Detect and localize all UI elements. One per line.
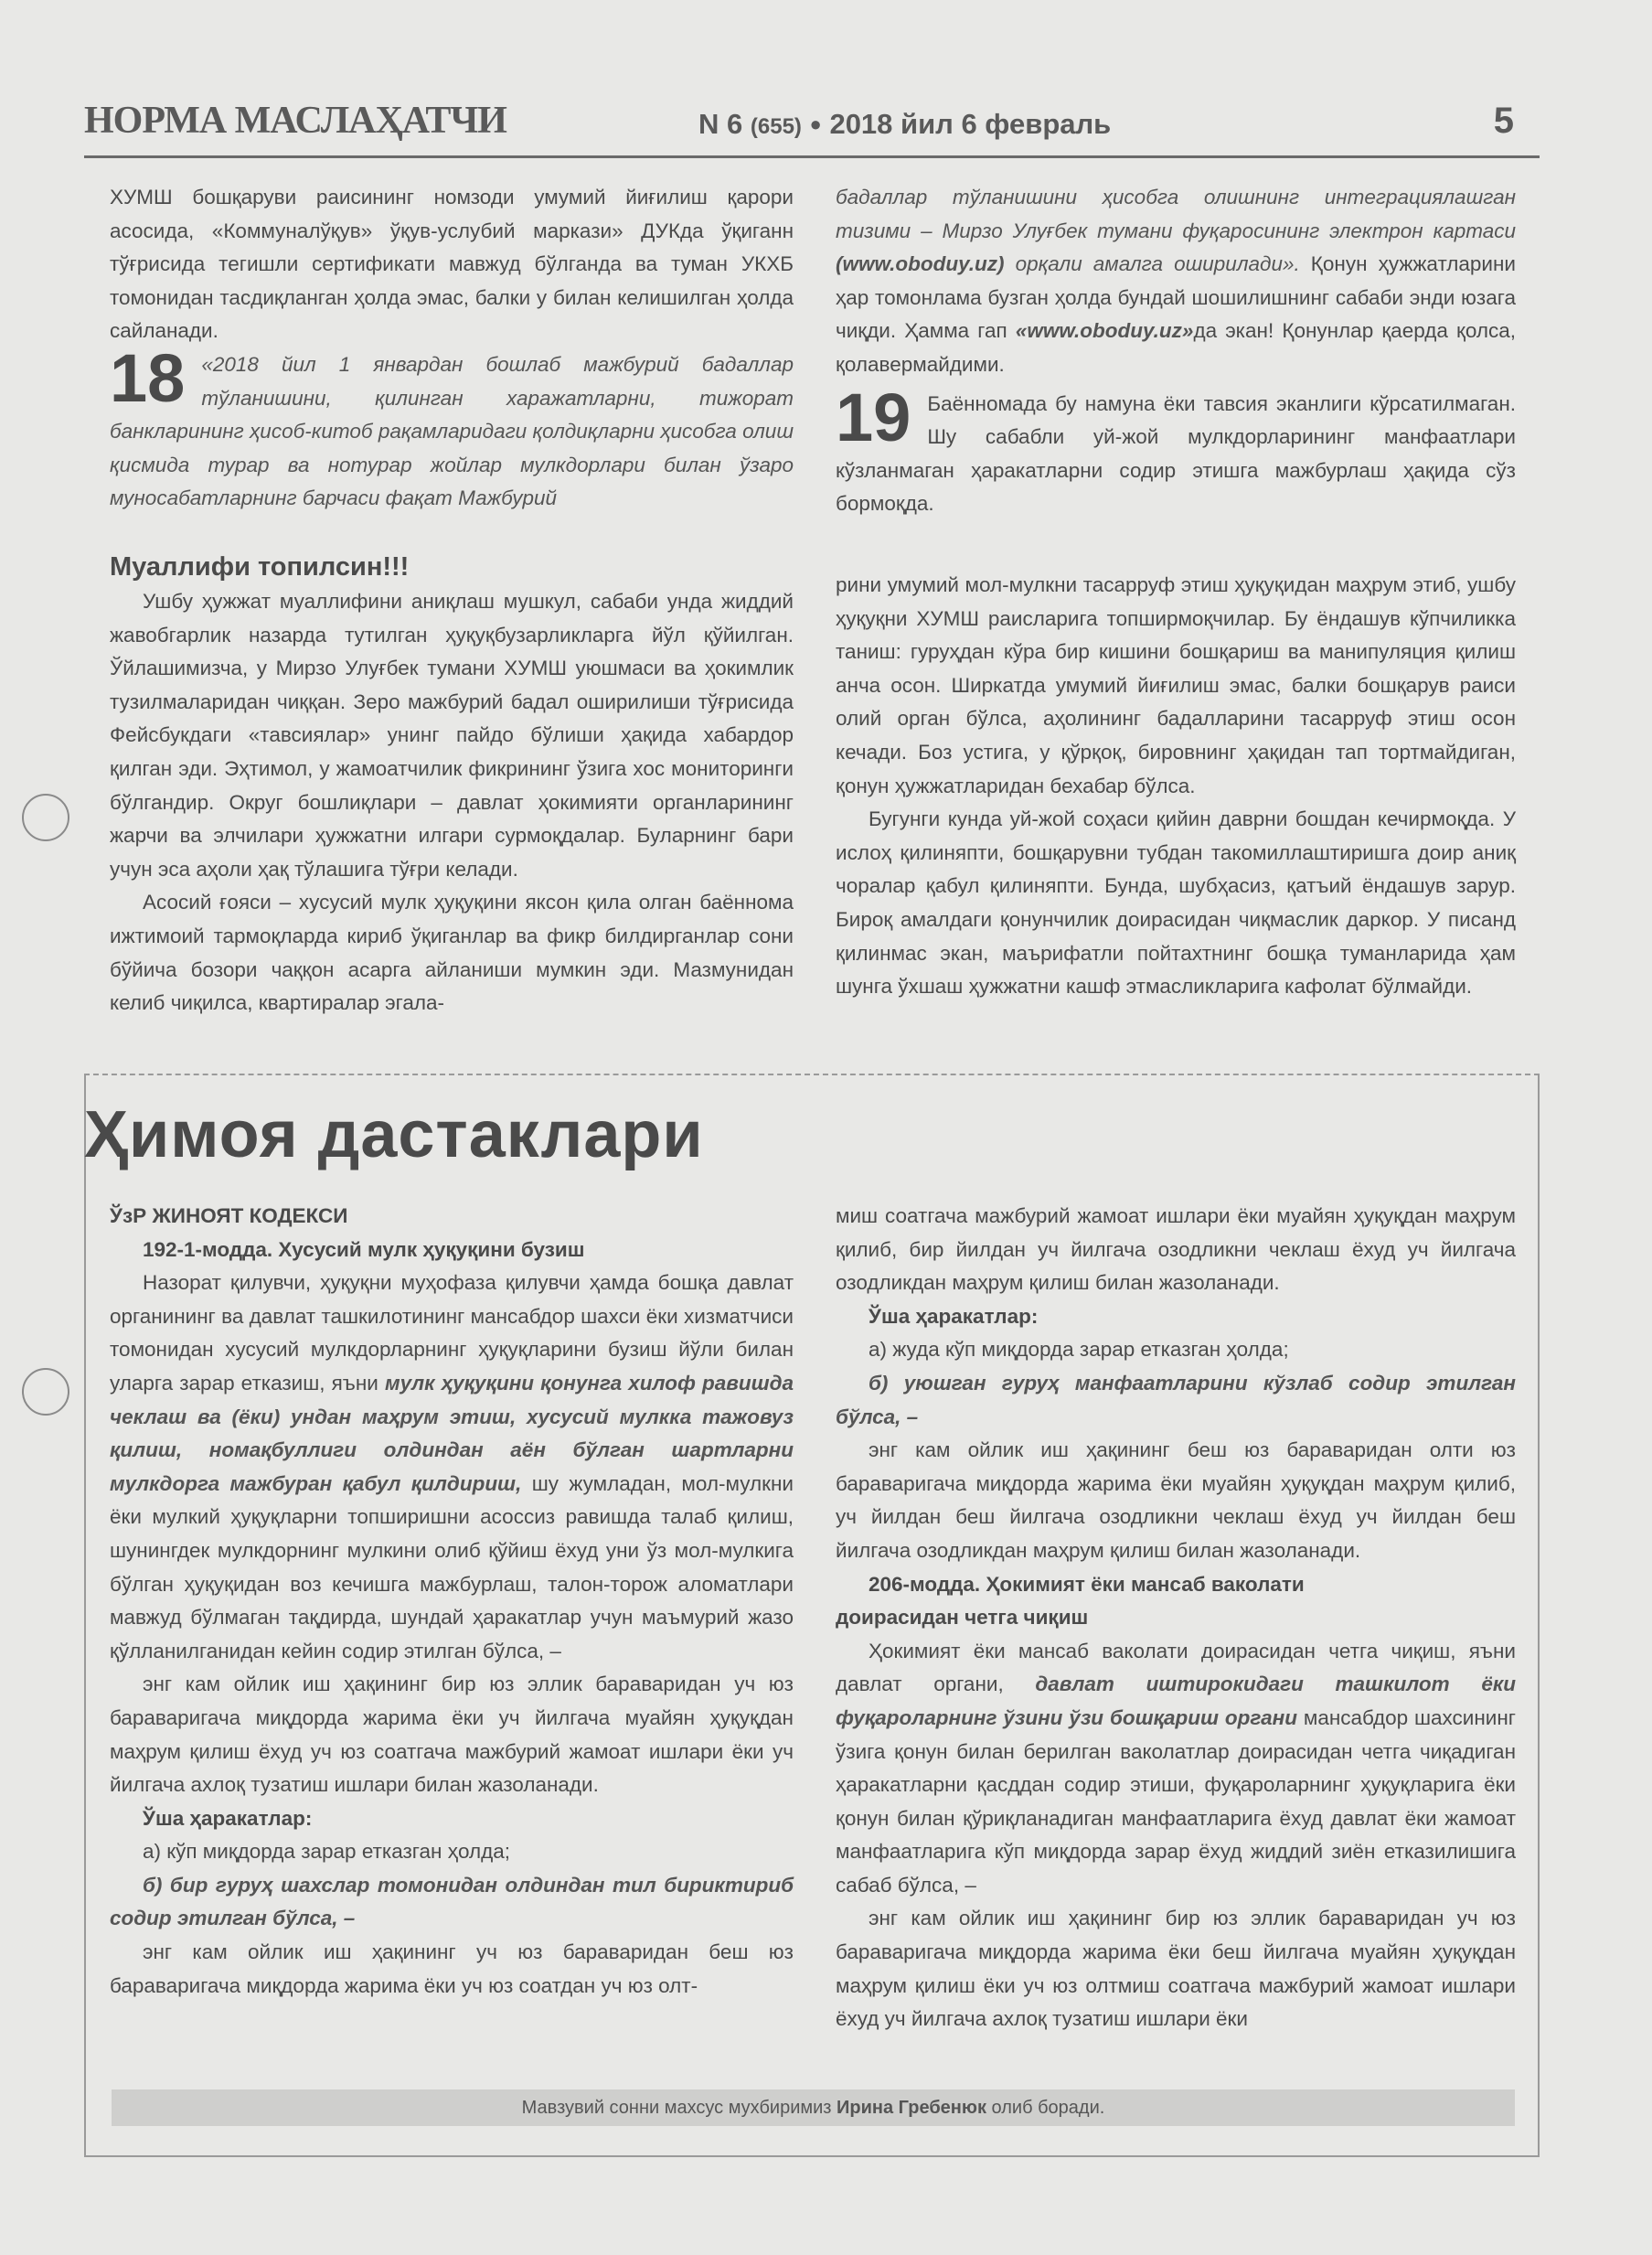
same-actions-label-2: Ўша ҳаракатлар: [869, 1304, 1039, 1328]
item-18 [110, 339, 794, 516]
article-192-paragraph-3: энг кам ойлик иш ҳақининг уч юз бараваридан беш юз бараваригача миқдорда жарима ёки уч юз соатдан уч юз олт- [110, 1940, 794, 1997]
law-left-column [110, 1200, 794, 2003]
article-192-item-b: б) бир гуруҳ шахслар томонидан олдиндан тил бириктириб содир этилган бўлса, – [110, 1873, 794, 1930]
item-19 [836, 379, 1516, 521]
article-192-paragraph-4: энг кам ойлик иш ҳақининг беш юз бараваридан олти юз бараваригача миқдорда жарима ёки муайян ҳуқуқдан маҳрум қилиб, уч йилдан беш йилгача озодликни чеклаш ёхуд уч йилдан беш йилгача озодликдан маҳрум қилиш билан жазоланади. [836, 1438, 1516, 1562]
article-206-title: 206-модда. Ҳокимият ёки мансаб ваколати доирасидан четга чиқиш [836, 1572, 1305, 1630]
page-number: 5 [1493, 101, 1514, 141]
item-19-number: 19 [836, 379, 911, 455]
code-name: ЎзР ЖИНОЯТ КОДЕКСИ [110, 1204, 348, 1227]
article-192-paragraph-1: Назорат қилувчи, ҳуқуқни муҳофаза қилувчи ҳамда бошқа давлат органининг ва давлат ташкилотининг мансабдор шахси ёки хизматчиси томонидан хусусий мулкдорларнинг ҳуқуқларини бузиш йўли билан уларга зарар етказиш, яъни мулк ҳуқуқини қонунга хилоф равишда чеклаш ва (ёки) ундан маҳрум этиш, хусусий мулкка тажовуз қилиш, номақбуллиги олдиндан аён бўлган шартларни мулкдорга мажбуран қабул қилдириш, шу жумладан, мол-мулкни ёки мулкий ҳуқуқларни топширишни асоссиз равишда талаб қилиш, шунингдек мулкдорнинг мулкини олиб қўйиш ёхуд уни ўз мол-мулкига бўлган ҳуқуқидан воз кечишга мажбурлаш, талон-торож аломатлари мавжуд бўлмаган тақдирда, шундай ҳаракатлар учун маъмурий жазо қўлланилганидан кейин содир этилган бўлса, – [110, 1271, 794, 1662]
article-192-item-a-2: а) жуда кўп миқдорда зарар етказган ҳолда; [869, 1338, 1289, 1362]
author-paragraph-4: Бугунги кунда уй-жой соҳаси қийин даврни бошдан кечирмоқда. У ислоҳ қилиняпти, бошқарувни тубдан такомиллаштиришга доир аниқ чоралар қабул қилиняпти. Бунда, шубҳасиз, қатъий ёндашув зарур. Бироқ амалдаги қонунчилик доирасидан чиқмаслик даркор. У писанд қилинмас экан, маърифатли пойтахтнинг бошқа туманларида ҳам шунга ўхшаш ҳужжатни кашф этмасликларига кафолат бўлмайди. [836, 807, 1516, 999]
author-paragraph-3: рини умумий мол-мулкни тасарруф этиш ҳуқуқидан маҳрум этиб, ушбу ҳуқуқни ХУМШ раисларига топширмоқчилар. Бу ёндашув кўпчиликка таниш: гуруҳдан кўра бир кишини бошқариш ва манипуляция қилиш анча осон. Ширкатда умумий йиғилиш эмас, балки бошқарув раиси олий орган бўлса, аҳолининг бадалларини тасарруф этиш осон кечади. Боз устига, у қўрқоқ, бировнинг ҳақидан тап тортмайдиган, қонун ҳужжатларидан бехабар бўлса. [836, 573, 1516, 797]
issue-number: N 6 [698, 108, 743, 140]
top-left-column [110, 181, 794, 516]
newspaper-brand: НОРМА МАСЛАҲАТЧИ [84, 100, 506, 142]
site-link-2: «www.oboduy.uz» [1015, 319, 1194, 343]
article-192-item-b-2: б) уюшган гуруҳ манфаатларини кўзлаб содир этилган бўлса, – [836, 1371, 1516, 1428]
item-18-continuation: бадаллар тўланишини ҳисобга олишнинг интеграциялашган тизими – Мирзо Улуғбек тумани фуқаросининг электрон картаси (www.oboduy.uz) орқали амалга оширилади». Қонун ҳужжатларини ҳар томонлама бузган ҳолда бундай шошилишнинг сабаби энди юзага чиқди. Ҳамма гап «www.oboduy.uz»да экан! Қонунлар қаерда қолса, қолавермайдими. [836, 186, 1516, 376]
page-header [84, 82, 1540, 158]
section-title: Ҳимоя дастаклари [84, 1098, 704, 1171]
item-19-text: Баённомада бу намуна ёки тавсия эканлиги кўрсатилмаган. Шу сабабли уй-жой мулкдорларининг манфаатлари кўзланмаган ҳаракатларни содир этишга мажбурлаш ҳақида сўз бормоқда. [836, 391, 1516, 516]
item-18-text: «2018 йил 1 январдан бошлаб мажбурий бадаллар тўланишини, қилинган харажатларни, тижорат банкларининг ҳисоб-китоб рақамларидаги қолдиқларни ҳисобга олиш қисмида турар ва нотурар жойлар мулкдорлари билан ўзаро муносабатларнинг барчаси фақат Мажбурий [110, 352, 794, 510]
punch-hole-upper [22, 794, 69, 841]
issue-info [698, 108, 1111, 141]
author-right-column [836, 569, 1516, 1004]
punch-hole-lower [22, 1368, 69, 1416]
article-192-paragraph-2: энг кам ойлик иш ҳақининг бир юз эллик бараваридан уч юз бараваригача миқдорда жарима ёки уч йилгача муайян ҳуқуқдан маҳрум қилиш ёхуд уч юз соатгача мажбурий жамоат ишлари ёки уч йилгача ахлоқ тузатиш ишлари билан жазоланади. [110, 1673, 794, 1797]
top-right-column [836, 181, 1516, 521]
bullet-icon: ● [809, 112, 822, 135]
item-18-number: 18 [110, 339, 186, 416]
article-192-continuation: миш соатгача мажбурий жамоат ишлари ёки муайян ҳуқуқдан маҳрум қилиб, бир йилдан уч йилгача озодликни чеклаш ёхуд уч йилгача озодликдан маҳрум қилиш билан жазоланади. [836, 1204, 1516, 1295]
issue-date: 2018 йил 6 февраль [829, 108, 1112, 140]
same-actions-label: Ўша ҳаракатлар: [143, 1806, 313, 1830]
author-heading: Муаллифи топилсин!!! [110, 552, 410, 582]
newspaper-page [84, 64, 1540, 2158]
law-right-column [836, 1200, 1516, 2036]
correspondent-name: Ирина Гребенюк [837, 2098, 986, 2118]
article-206-paragraph-1: Ҳокимият ёки мансаб ваколати доирасидан четга чиқиш, яъни давлат органи, давлат иштирокидаги ташкилот ёки фуқароларнинг ўзини ўзи бошқариш органи мансабдор шахсининг ўзига қонун билан берилган ваколатлар доирасидан четга чиқадиган ҳаракатларни қасддан содир этиши, фуқароларнинг ҳуқуқларига ёки қонун билан қўриқланадиган манфаатларига ёхуд давлат ёки жамоат манфаатларига кўп миқдорда зарар ёхуд жиддий зиён етказилишига сабаб бўлса, – [836, 1639, 1516, 1897]
issue-subnumber: (655) [750, 114, 802, 139]
author-paragraph-1: Ушбу ҳужжат муаллифини аниқлаш мушкул, сабаби унда жиддий жавобгарлик назарда тутилган ҳуқуқбузарликларга йўл қўйилган. Ўйлашимизча, у Мирзо Улуғбек тумани ХУМШ уюшмаси ва ҳокимлик тузилмаларидан чиққан. Зеро мажбурий бадал оширилиши тўғрисида Фейсбукдаги «тавсиялар» унинг пайдо бўлиши ҳақида хабардор қилган эди. Эҳтимол, у жамоатчилик фикрининг ўзига хос мониторинги бўлгандир. Округ бошлиқлари – давлат ҳокимияти органларининг жарчи ва элчилари ҳужжатни илгари сурмоқдалар. Буларнинг бари учун эса аҳоли ҳақ тўлашига тўғри келади. [110, 590, 794, 881]
author-paragraph-2: Асосий ғояси – хусусий мулк ҳуқуқини яксон қила олган баённома ижтимоий тармоқларда кириб ўқиганлар ва фикр билдирганлар сони бўйича бозори чаққон асарга айланиши мумкин эди. Мазмунидан келиб чиқилса, квартиралар эгала- [110, 891, 794, 1015]
article-206-paragraph-2: энг кам ойлик иш ҳақининг бир юз эллик бараваридан уч юз бараваригача миқдорда жарима ёки беш йилгача муайян ҳуқуқдан маҳрум қилиш ёки уч юз олтмиш соатгача мажбурий жамоат ишлари ёхуд уч йилгача ахлоқ тузатиш ишлари ёки [836, 1907, 1516, 2031]
article-192-item-a: а) кўп миқдорда зарар етказган ҳолда; [143, 1840, 511, 1864]
site-link-1: (www.oboduy.uz) [836, 252, 1005, 276]
author-left-column [110, 549, 794, 1021]
intro-paragraph: ХУМШ бошқаруви раисининг номзоди умумий йиғилиш қарори асосида, «Коммуналўқув» ўқув-услубий маркази» ДУКда ўқиганн тўғрисида тегишли сертификати мавжуд бўлганда ва туман УКХБ томонидан тасдиқланган ҳолда эмас, балки у билан келишилган ҳолда сайланади. [110, 186, 794, 343]
footer-credit: Мавзувий сонни махсус мухбиримиз Ирина Гребенюк олиб боради. [112, 2089, 1515, 2126]
section-divider [84, 1074, 1540, 1075]
article-192-title: 192-1-модда. Хусусий мулк ҳуқуқини бузиш [143, 1237, 585, 1261]
